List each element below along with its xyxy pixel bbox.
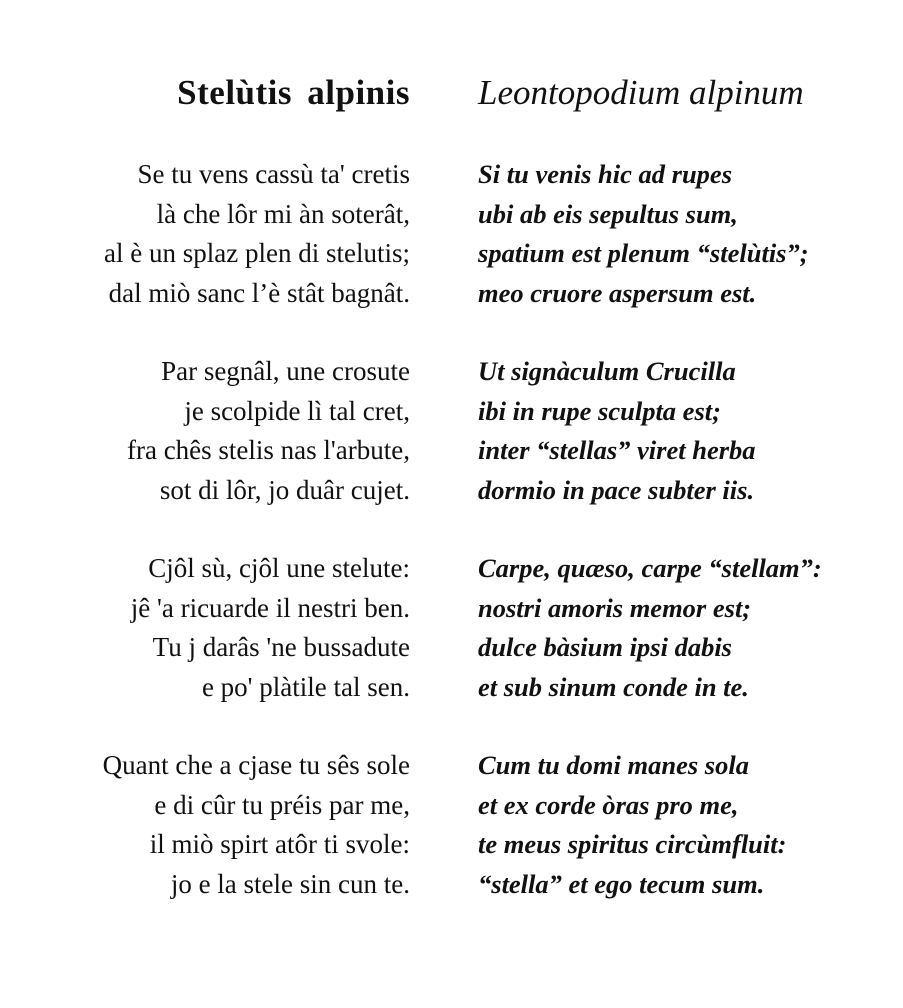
friulian-stanza-3-line-4: e po' plàtile tal sen. (201, 671, 410, 702)
latin-stanza-2-line-3: inter “stellas” viret herba (478, 435, 756, 465)
latin-stanza-2-line-2: ibi in rupe sculpta est; (478, 395, 721, 426)
friulian-stanza-4-line-4: jo e la stele sin cun te. (170, 868, 410, 899)
latin-stanza-3-line-3: dulce bàsium ipsi dabis (478, 632, 732, 662)
friulian-stanza-1-line-4: dal miò sanc l’è stât bagnât. (108, 277, 410, 308)
latin-stanza-4 (478, 746, 786, 904)
friulian-stanza-1 (104, 155, 410, 313)
latin-stanza-2-line-1: Ut signàculum Crucilla (478, 356, 736, 386)
latin-stanza-3-line-1: Carpe, quæso, carpe “stellam”: (478, 553, 822, 583)
latin-stanza-3-line-4: et sub sinum conde in te. (478, 671, 749, 702)
friulian-stanza-1-line-3: al è un splaz plen di stelutis; (104, 238, 410, 268)
friulian-stanza-2-line-1: Par segnâl, une crosute (161, 356, 410, 386)
friulian-stanza-4-line-1: Quant che a cjase tu sês sole (102, 750, 410, 780)
friulian-stanza-2-line-4: sot di lôr, jo duâr cujet. (159, 474, 410, 505)
latin-stanza-4-line-3: te meus spiritus circùmfluit: (478, 829, 787, 859)
friulian-stanza-2 (127, 352, 410, 510)
friulian-title: Stelùtis alpinis (177, 73, 410, 112)
friulian-stanza-2-line-3: fra chês stelis nas l'arbute, (126, 435, 410, 465)
friulian-stanza-3-line-1: Cjôl sù, cjôl une stelute: (148, 553, 410, 583)
latin-stanza-1-line-3: spatium est plenum “stelùtis”; (478, 238, 809, 268)
latin-stanza-4-line-4: “stella” et ego tecum sum. (478, 868, 765, 899)
latin-stanza-2-line-4: dormio in pace subter iis. (478, 474, 755, 505)
latin-stanza-1 (478, 155, 809, 313)
friulian-stanza-4 (103, 746, 410, 904)
latin-stanza-4-line-1: Cum tu domi manes sola (478, 750, 749, 780)
friulian-stanza-4-line-2: e di cûr tu préis par me, (154, 789, 410, 820)
latin-title: Leontopodium alpinum (478, 73, 804, 112)
latin-stanza-4-line-2: et ex corde òras pro me, (478, 789, 739, 820)
latin-stanza-3-line-2: nostri amoris memor est; (478, 592, 752, 623)
latin-stanza-3 (478, 549, 822, 707)
friulian-stanza-1-line-2: là che lôr mi àn soterât, (156, 198, 410, 229)
latin-stanza-1-line-2: ubi ab eis sepultus sum, (478, 198, 738, 229)
friulian-stanza-3 (131, 549, 410, 707)
friulian-stanza-2-line-2: je scolpide lì tal cret, (184, 395, 410, 426)
friulian-stanza-4-line-3: il miò spirt atôr ti svole: (149, 829, 410, 859)
latin-stanza-1-line-1: Si tu venis hic ad rupes (478, 159, 733, 189)
friulian-stanza-3-line-3: Tu j darâs 'ne bussadute (152, 632, 410, 662)
friulian-stanza-1-line-1: Se tu vens cassù ta' cretis (137, 159, 410, 189)
latin-stanza-2 (478, 352, 756, 510)
latin-stanza-1-line-4: meo cruore aspersum est. (478, 277, 757, 308)
friulian-stanza-3-line-2: jê 'a ricuarde il nestri ben. (130, 592, 410, 623)
